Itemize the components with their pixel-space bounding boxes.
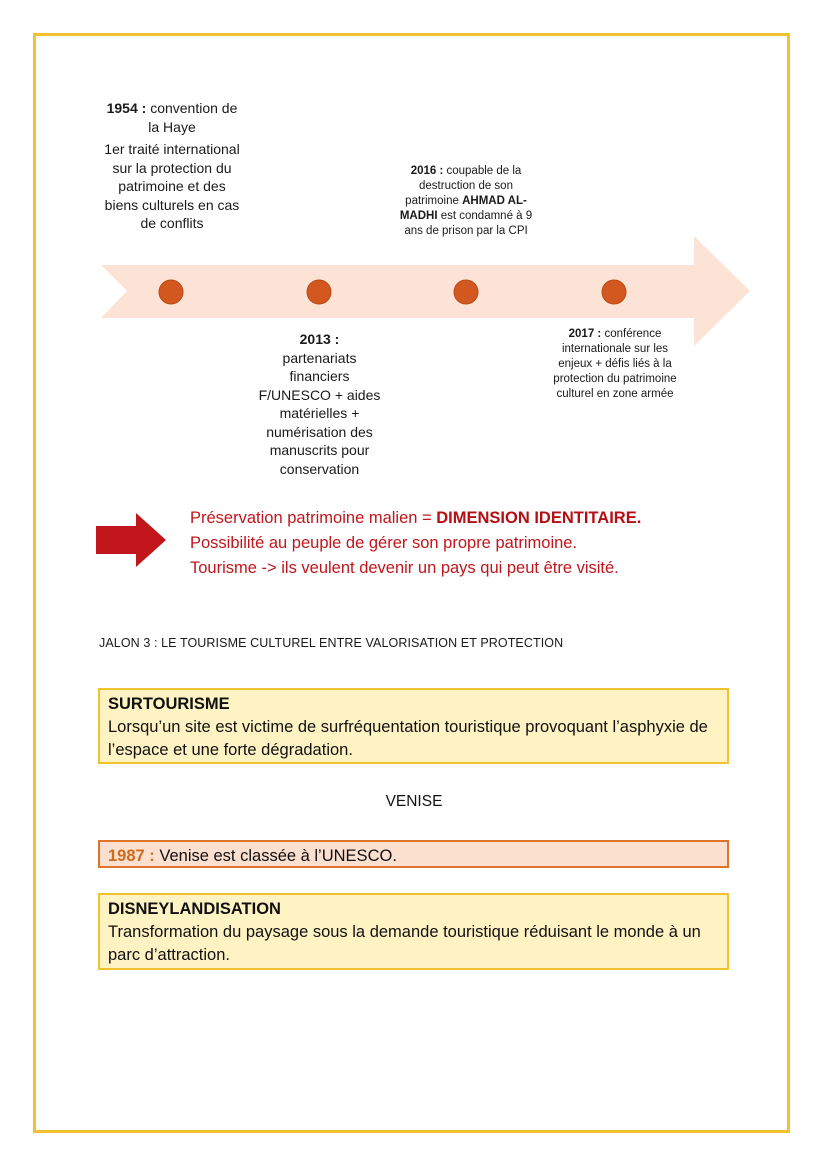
- event-year: 2016 :: [410, 165, 444, 177]
- definition-text: Transformation du paysage sous la demande touristique réduisant le monde à un parc d’attraction.: [108, 923, 701, 964]
- event-text: coupable de la destruction de son patrimoine: [405, 165, 522, 207]
- event-text: partenariats financiers F/UNESCO + aides matérielles + numérisation des manuscrits pour conservation: [258, 349, 381, 477]
- timeline-dot-1954: [159, 280, 183, 304]
- timeline-event-1954: [104, 99, 240, 233]
- timeline-dot-2017: [602, 280, 626, 304]
- fact-text: Venise est classée à l’UNESCO.: [154, 847, 397, 865]
- surtourisme-definition-box: [98, 688, 729, 764]
- conclusion-line1-bold: DIMENSION IDENTITAIRE.: [436, 509, 642, 527]
- conclusion-line3: Tourisme -> ils veulent devenir un pays qui peut être visité.: [190, 559, 619, 577]
- section-heading: JALON 3 : LE TOURISME CULTUREL ENTRE VALORISATION ET PROTECTION: [99, 636, 564, 650]
- timeline-dot-2013: [307, 280, 331, 304]
- venise-heading: VENISE: [385, 793, 443, 810]
- event-person: AHMAD AL-MADHI: [399, 195, 527, 222]
- event-text: conférence internationale sur les enjeux + défis liés à la protection du patrimoine culturel en zone armée: [553, 328, 677, 400]
- venise-fact-box: [98, 840, 729, 868]
- event-year: 1954 :: [106, 100, 147, 116]
- disneylandisation-definition-box: [98, 893, 729, 970]
- timeline-dot-2016: [454, 280, 478, 304]
- definition-text: Lorsqu’un site est victime de surfréquentation touristique provoquant l’asphyxie de l’espace et une forte dégradation.: [108, 718, 708, 759]
- event-text-after: est condamné à 9 ans de prison par la CPI: [404, 210, 533, 237]
- conclusion-line1: Préservation patrimoine malien =: [190, 509, 437, 527]
- definition-title: DISNEYLANDISATION: [108, 900, 281, 918]
- timeline-event-2016: [396, 164, 536, 239]
- event-year: 2013 :: [299, 331, 340, 347]
- fact-year: 1987 :: [108, 847, 155, 865]
- event-detail: 1er traité international sur la protection du patrimoine et des biens culturels en cas de conflits: [104, 141, 240, 231]
- conclusion-line2: Possibilité au peuple de gérer son propre patrimoine.: [190, 534, 578, 552]
- timeline-event-2017: [548, 327, 682, 402]
- event-year: 2017 :: [568, 328, 602, 340]
- definition-title: SURTOURISME: [108, 695, 230, 713]
- conclusion-text: [190, 506, 641, 581]
- timeline-event-2013: [252, 330, 387, 478]
- right-arrow-icon: [96, 513, 168, 567]
- event-text: convention de la Haye: [148, 100, 238, 135]
